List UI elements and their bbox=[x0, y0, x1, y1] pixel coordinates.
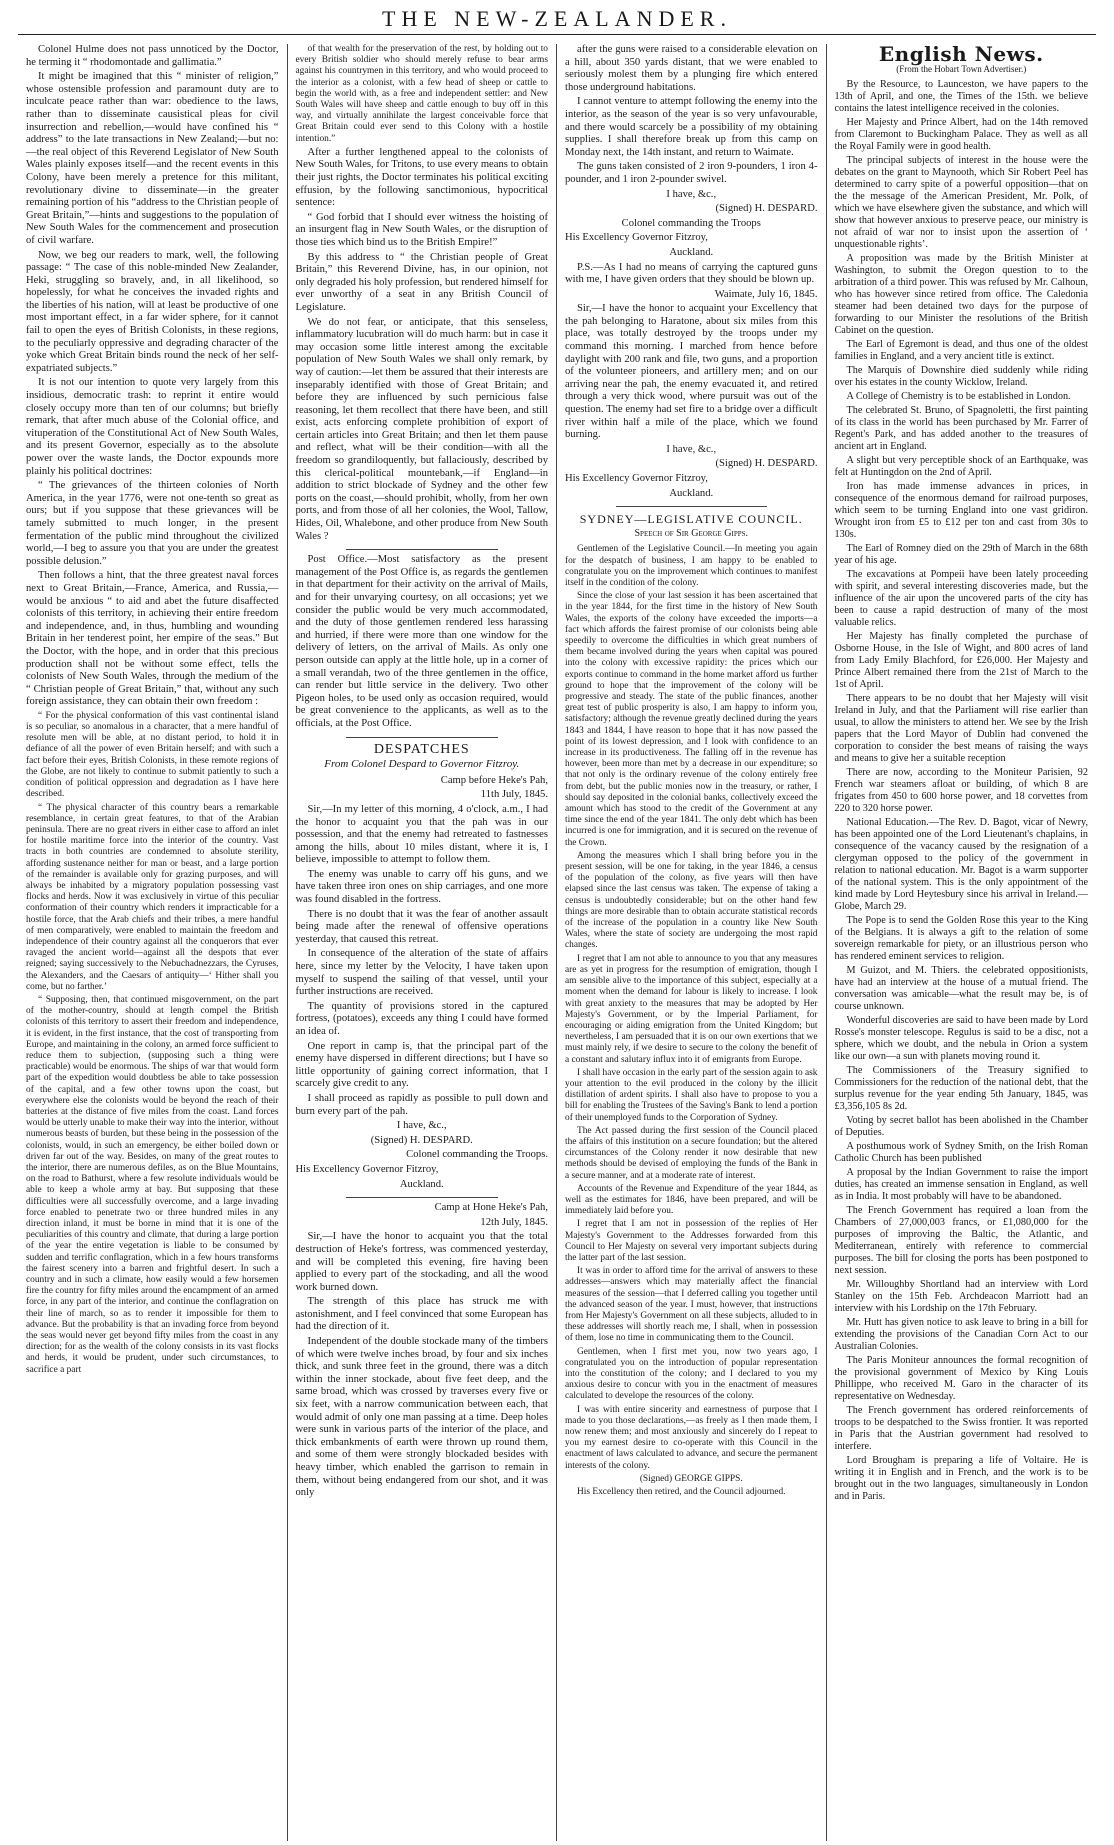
letter-signature: (Signed) H. DESPARD. bbox=[715, 458, 818, 470]
letter-addressee: His Excellency Governor Fitzroy, bbox=[565, 473, 708, 484]
letter-signature: (Signed) H. DESPARD. bbox=[370, 1134, 473, 1146]
paragraph: Lord Brougham is preparing a life of Voltaire. He is writing it in English and in French, and the work is to be brought out in the two languages, simultaneously in London and in Paris. bbox=[834, 1455, 1088, 1503]
column-3 bbox=[557, 44, 827, 1841]
paragraph: “ For the physical conformation of this vast continental island is so peculiar, so anomalous in a character, that a mere handful of resolute men will be able, at no distant period, to hold it in defiance of all the power of even Britain herself; and with such a fact before their eyes, British Colonists, in these remote regions of the Globe, are not likely to continue to submit patiently to such a condition of political oppression and degradation as I have here described. bbox=[26, 710, 279, 800]
letter-close: I have, &c., bbox=[666, 188, 717, 200]
paragraph: The Commissioners of the Treasury signified to Commissioners for the reduction of the national debt, that the surplus revenue for the year ending 5th January, 1845, was £3,356,105 8s 2d. bbox=[834, 1065, 1088, 1113]
quoted-extract-continued bbox=[296, 44, 549, 145]
paragraph: The Paris Moniteur announces the formal recognition of the provisional government of Mexico by King Louis Phillippe, who received M. Garo in the character of its representative on Wednesday. bbox=[834, 1355, 1088, 1403]
council-heading: SYDNEY—LEGISLATIVE COUNCIL. bbox=[579, 512, 803, 527]
paragraph: The Marquis of Downshire died suddenly while riding over his estates in the county Wicklow, Ireland. bbox=[834, 365, 1088, 389]
letter-location: Auckland. bbox=[669, 487, 714, 499]
speech-signature: (Signed) GEORGE GIPPS. bbox=[639, 1473, 743, 1484]
paragraph: Voting by secret ballot has been abolished in the Chamber of Deputies. bbox=[834, 1115, 1088, 1139]
paragraph: The excavations at Pompeii have been lately proceeding with spirit, and several interesting discoveries made, but the influence of the air upon the uncovered parts of the city has been to cause a rapid destruction of many of the most valuable relics. bbox=[834, 569, 1088, 629]
paragraph: after the guns were raised to a considerable elevation on a hill, about 350 yards distant, that we were enabled to seriously molest them by a plunging fire which entered those underground habitations. bbox=[565, 44, 818, 93]
postscript: P.S.—As I had no means of carrying the captured guns with me, I have given orders that they should be blown up. bbox=[565, 261, 818, 286]
paragraph: A College of Chemistry is to be established in London. bbox=[846, 391, 1071, 403]
letter-addressee: His Excellency Governor Fitzroy, bbox=[295, 1163, 439, 1175]
english-news-heading: English News. bbox=[878, 44, 1044, 66]
masthead-rule bbox=[18, 34, 1096, 35]
letter-title: Colonel commanding the Troops. bbox=[406, 1149, 548, 1161]
paragraph: A proposal by the Indian Government to raise the import duties, has created an immense sensation in England, as well as in India. It most probably will have to be abandoned. bbox=[834, 1167, 1088, 1203]
paragraph: In consequence of the alteration of the state of affairs here, since my letter by the Velocity, I have taken upon myself to suspend the sailing of that vessel, until your further instructions are received. bbox=[295, 948, 548, 998]
section-divider bbox=[346, 737, 498, 738]
page-columns bbox=[18, 44, 1096, 1841]
paragraph: One report in camp is, that the principal part of the enemy have dispersed in different directions; but I have so little opportunity of gaining correct information, that I scarcely give credit to any. bbox=[295, 1040, 548, 1090]
paragraph: Her Majesty and Prince Albert, had on the 14th removed from Claremont to Buckingham Palace. They as well as all the Royal Family were in good health. bbox=[834, 117, 1088, 153]
paragraph: The principal subjects of interest in the house were the debates on the grant to Maynooth, which Sir Robert Peel has determined to carry spite of a powerful opposition—that on the the message of the American President, Mr. Polk, of which we have elsewhere given the substance, and which will show that however anxious to preserve peace, our ministry is not afraid of war nor to insist upon the assertion of ‘ unquestionable rights’. bbox=[834, 155, 1088, 251]
council-subheading: Speech of Sir George Gipps. bbox=[634, 527, 749, 539]
paragraph: It is not our intention to quote very largely from this insidious, democratic trash: to reprint it entire would closely occupy more than ten of our columns; but briefly remark, that after much abuse of the Colonial office, and vituperation of the Constitutional Act of New South Wales, and its present Governor, especially as to the absolute power over the waste lands, the Doctor expounds more plainly his political doctrines: bbox=[26, 377, 279, 477]
paragraph: The enemy was unable to carry off his guns, and we have taken three iron ones on ship carriages, and one more was found disabled in the fortress. bbox=[295, 868, 548, 906]
paragraph: I cannot venture to attempt following the enemy into the interior, as the season of the year is so very unfavourable, and there would scarcely be a possibility of my obtaining supplies. I shall therefore break up from this camp on Monday next, the 14th instant, and return to Waimate. bbox=[565, 96, 818, 158]
section-divider bbox=[616, 506, 768, 507]
paragraph: Sir,—I have the honor to acquaint you that the total destruction of Heke's fortress, was commenced yesterday, and will be completed this evening, fire having been applied to every part of the stockading, and all the wood work burned down. bbox=[295, 1231, 548, 1293]
paragraph: “ Supposing, then, that continued misgovernment, on the part of the mother-country, should at length compel the British colonists of this territory to assert their freedom and independence, it is evident, in the first instance, that the cost of transporting from Europe, and maintaining in the colony, an armed force sufficient to reduce them to subjection, (supposing such a thing were practicable) would be enormous. The ships of war that would form part of the expedition would doubtless be able to take possession of the capital, and a few other towns upon the coast, but everywhere else the colonists would be beyond the reach of their batteries at the distance of five miles from the coast. Land forces would be utterly unable to make their way into the interior, without numerous beasts of burden, but these being in the possession of the colonists, would, in such an emergency, be either boiled down or driven far out of the way. Besides, on many of the great routes to the interior, there are numerous defiles, as on the Blue Mountains, on the road to Bathurst, where a few resolute individuals would be able to keep a whole army at bay. But supposing that these difficulties were all successfully overcome, and a large invading force enabled to penetrate two or three hundred miles in any direction inland, it must be borne in mind that it is one of the peculiarities of this country and climate, that during a large portion of the year the entire vegetation is liable to be consumed by sudden and terrific conflagration, which in a few hours transforms the fairest scenery into a barren and frightful desert. In such a country and in such a climate, how easily would a few horsemen fire the country for fifty miles around the encampment of an armed force, in any part of the interior, and continue the conflagration on their line of march, so as to render it impossible for them to advance. But the probability is that an invading force from beyond the seas would never get beyond fifty miles from the coast in any direction; for as the wealth of the colony consists in its vast flocks and herds, it would be prudent, under such circumstances, to sacrifice a part bbox=[26, 994, 279, 1375]
paragraph: There appears to be no doubt that her Majesty will visit Ireland in July, and that the Parliament will rise earlier than usual, to allow the ministers to attend her. We see by the Irish papers that the Lord Mayor of Dublin had convened the corporation to consider the best means of raising the ways and means to give her a suitable reception bbox=[834, 693, 1088, 765]
paragraph: The French government has ordered reinforcements of troops to be despatched to the Swiss frontier. It was reported in Paris that the Austrian government had resolved to interfere. bbox=[834, 1405, 1088, 1453]
paragraph: The Act passed during the first session of the Council placed the affairs of this institution on a secure foundation; but the altered circumstances of the Colony render it now desirable that new methods should be devised of employing the funds of the Bank in a secure manner, and at a moderate rate of interest. bbox=[565, 1125, 818, 1181]
paragraph: We do not fear, or anticipate, that this senseless, inflammatory lucubration will do much harm: but in case it may occasion some little interest among the excitable population of New South Wales we shall only remark, by way of caution:—let them be assured that their interests are inseparably identified with those of Great Britain; and before they are influenced by such pernicious false reasoning, let them recollect that there have been, and still exist, acts enforcing complete prohibition of export of certain articles into Great Britain; and then let them pause and reflect, what will be their condition—with all the freedom so grandiloquently, but fallaciously, described by this clerical-political mountebank,—if England—in addition to strict blockade of Sydney and the other few ports on the coast,—should prohibit, wholly, from her own ports, and from those of all her colonies, the Wool, Tallow, Hides, Oil, Whalebone, and other produce from New South Wales ? bbox=[295, 316, 548, 542]
dateline-date: 11th July, 1845. bbox=[480, 789, 548, 801]
paragraph: The quantity of provisions stored in the captured fortress, (potatoes), exceeds any thing I could have formed an idea of. bbox=[295, 1000, 548, 1038]
paragraph: National Education.—The Rev. D. Bagot, vicar of Newry, has been appointed one of the Lord Lieutenant's chaplains, in consequence of the vacancy caused by the resignation of a clergyman opposed to the policy of the government in relation to national education. Mr. Bagot is a warm supporter of the national system. This is the only appointment of the kind made by Lord Heytesbury since his arrival in Ireland.—Globe, March 29. bbox=[834, 817, 1088, 913]
paragraph: There is no doubt that it was the fear of another assault being made after the renewal of offensive operations yesterday, that caused this retreat. bbox=[295, 908, 548, 945]
paragraph: After a further lengthened appeal to the colonists of New South Wales, for Tritons, to use every means to obtain their just rights, the Doctor terminates his political exciting effusion, by the following sanctimonious, hypocritical sentence: bbox=[295, 146, 548, 209]
paragraph: M Guizot, and M. Thiers. the celebrated oppositionists, have had an interview at the house of a mutual friend. The conversation was amicable—what the result may be, is of course unknown. bbox=[834, 965, 1088, 1013]
paragraph: The guns taken consisted of 2 iron 9-pounders, 1 iron 4-pounder, and 1 iron 2-pounder swivel. bbox=[565, 161, 818, 185]
dateline-date: Waimate, July 16, 1845. bbox=[714, 288, 818, 300]
paragraph: A posthumous work of Sydney Smith, on the Irish Roman Catholic Church has been published bbox=[834, 1141, 1088, 1165]
despatches-heading: DESPATCHES bbox=[373, 741, 470, 757]
paragraph: of that wealth for the preservation of the rest, by holding out to every British soldier who should merely refuse to bear arms against his countrymen in this territory, and who would proceed to the interior as a colonist, with a few head of sheep or cattle to begin the world with, as a free and independent settler: and New South Wales will have sheep and cattle enough to buy off in this way, and virtually annihilate the largest conceivable force that Great Britain could ever send to this Colony with a hostile intention.” bbox=[295, 44, 548, 144]
paragraph: A slight but very perceptible shock of an Earthquake, was felt at Huntingdon on the 2nd of April. bbox=[834, 455, 1088, 479]
paragraph: Accounts of the Revenue and Expenditure of the year 1844, as well as the estimates for 1846, have been prepared, and will be immediately laid before you. bbox=[565, 1183, 818, 1217]
column-4 bbox=[827, 44, 1097, 1841]
paragraph: Since the close of your last session it has been ascertained that in the year 1844, for the first time in the history of New South Wales, the exports of the colony have exceeded the imports—a fact which affords the fairest promise of our colonists being able speedily to overcome the difficulties in which great numbers of them became involved during the years when capital was poured into the colony with excessive rapidity: the prices which our exports continue to command in the home market afford us further ground to hope that the improvement of the colony will be progressive and steady. The state of the public finances, another great test of public prosperity is also, I am happy to inform you, satisfactory; although the revenue greatly declined during the years 1843 and 1844, I have reason to hope that it has now passed the point of its lowest depression, and I look with confidence to an increase in its productiveness. The falling off in the revenue has however, been more than met by a decrease in our expenditure; so that not only is the ordinary revenue of the colony entirely free from debt, but the public monies now in the treasury, or rather, I should say deposited in the colonial banks, collectively exceed the amount which has stood to the credit of the Government at any time since the end of the year 1841. The only debt which has been incurred is one for immigration, and it is secured on the revenue of the Crown. bbox=[565, 591, 818, 848]
letter-close: I have, &c., bbox=[396, 1120, 447, 1132]
letter-location: Auckland. bbox=[399, 1178, 444, 1190]
paragraph: I regret that I am not able to announce to you that any measures are as yet in progress for the resumption of emigration, though I am sensible alive to the importance of this subject, especially at a moment when the demand for labour is likely to increase. I look with great anxiety to the measures that may be adopted by Her Majesty's Government, or by the Imperial Parliament, for encouraging or aiding emigration from the United Kingdom; but nevertheless, I am persuaded that it is on our own exertions that we must mainly rely, if we desire to secure to the colony the benefit of a constant and salutary influx into it of emigrants from Europe. bbox=[565, 953, 818, 1065]
despatches-subheading: From Colonel Despard to Governor Fitzroy. bbox=[324, 758, 520, 771]
paragraph: Wonderful discoveries are said to have been made by Lord Rosse's monster telescope. Regulus is said to be a disc, not a sphere, which we doubt, and the nebula in Orion a system like our own—a sun with planets moving round it. bbox=[834, 1015, 1088, 1063]
paragraph: Now, we beg our readers to mark, well, the following passage: “ The case of this noble-minded New Zealander, Heki, struggling so bravely, and, in all likelihood, so hopelessly, for what he conceives the invaded rights and the liberties of his nation, will at least be productive of one most important effect, in a far wider sphere, for it cannot fail to open the eyes of British Colonists, in these regions, to the peculiarly oppressive and degrading character of the yoke which Great Britain binds round the neck of her self-expatriated subjects.” bbox=[26, 249, 279, 374]
paragraph: The French Government has required a loan from the Chambers of 27,000,003 francs, or £1,080,000 for the purposes of improving the Baltic, the Atlantic, and Mediterranean, entirely with reference to commercial purposes. The bill for closing the ports has been postponed to next session. bbox=[834, 1205, 1088, 1277]
paragraph: Sir,—In my letter of this morning, 4 o'clock, a.m., I had the honor to acquaint you that the pah was in our possession, and that the enemy had retreated to fastnesses among the hills, about 10 miles distant, where it is, I believe, impossible to attempt to follow them. bbox=[295, 803, 548, 866]
paragraph: I shall proceed as rapidly as possible to pull down and burn every part of the pah. bbox=[295, 1092, 548, 1117]
letter-location: Auckland. bbox=[669, 246, 714, 258]
paragraph: Mr. Willoughby Shortland had an interview with Lord Stanley on the 15th Feb. Archdeacon Marriott had an interview with his Lordship on the 17th February. bbox=[834, 1279, 1088, 1315]
paragraph: Gentlemen, when I first met you, now two years ago, I congratulated you on the introduction of popular representation into the constitution of the colony; and I declared to you my anxious desire to concur with you in the enactment of measures calculated to develope the resources of the colony. bbox=[565, 1346, 818, 1402]
paragraph: Independent of the double stockade many of the timbers of which were twelve inches broad, by four and six inches thick, and sunk three feet in the ground, there was a ditch within the inner stockade, about five feet deep, and the same broad, which was crossed by traverses every five or six feet, with a narrow communication between each, that would admit of only one man passing at a time. Deep holes were sunk in various parts of the interior of the place, and thick embankments of earth were thrown up round them, and some of them were strongly blockaded besides with heavy timber, which enabled the garrison to remain in them, without being endangered from our shot, and it was only bbox=[295, 1336, 548, 1499]
paragraph: There are now, according to the Moniteur Parisien, 92 French war steamers afloat or building, of which 8 are frigates from 450 to 600 horse power, and 18 corvettes from 220 to 320 horse power. bbox=[834, 767, 1088, 815]
paragraph: “ God forbid that I should ever witness the hoisting of an insurgent flag in New South Wales, or the disruption of those ties which bind us to the British Empire!” bbox=[295, 211, 548, 248]
dateline-place: Camp at Hone Heke's Pah, bbox=[434, 1202, 548, 1214]
paragraph: By this address to “ the Christian people of Great Britain,” this Reverend Divine, has, in our opinion, not only degraded his holy profession, but rendered himself for ever unworthy of a seat in any British Council of Legislature. bbox=[295, 251, 548, 313]
paragraph: It might be imagined that this “ minister of religion,” whose ostensible profession and paramount duty are to inculcate peace rather than war: obedience to the laws, rather than to disseminate causistical pleas for civil insurrection and rebellion,—would have confined his “ address” to the late transactions in New Zealand;—but no:—the real object of this Reverend Legislator of New South Wales plainly exposes itself—and the recent events in this Colony, have been merely a pretence for this militant, revolutionary divine to disseminate—in the greater remaining portion of his “address to the Christian people of Great Britain,”—hints and suggestions to the population of New South Wales for the commencement and prosecution of civil warfare. bbox=[26, 71, 279, 246]
paragraph: Then follows a hint, that the three greatest naval forces next to Great Britain,—France, America, and Russia,—would be anxious “ to aid and abet the future disaffected colonists of this territory, in achieving their entire freedom and independence, and, in thus, humbling and wounding Britain in her tenderest point, her empire of the seas.” But the Doctor, with the hope, and in order that this precious production shall not be without some effect, tells the colonists of New South Wales, through the medium of the “ Christian people of Great Britain,” that, without any such foreign assistance, they can obtain their own freedom : bbox=[26, 570, 279, 708]
paragraph: Iron has made immense advances in prices, in consequence of the enormous demand for railroad purposes, which seem to be turning England into one vast gridiron. Wrought iron from £5 to £12 per ton and cast from 30s to 130s. bbox=[834, 481, 1088, 541]
council-speech bbox=[565, 544, 818, 1498]
paragraph: The celebrated St. Bruno, of Spagnoletti, the first painting of its class in the world has been purchased by Mr. Farrer of Regent's Park, and has added another to the treasures of ancient art in England. bbox=[834, 405, 1088, 453]
paragraph: “ The grievances of the thirteen colonies of North America, in the year 1776, were not one-tenth so great as ours; but if you suppose that these grievances will be tamely submitted to much longer, in the present fermentation of the public mind throughout the civilized world,—I beg to assure you that you are under the greatest possible delusion.” bbox=[26, 480, 279, 567]
column-2 bbox=[288, 44, 558, 1841]
section-divider bbox=[346, 549, 498, 550]
english-news-body bbox=[835, 79, 1089, 1503]
letter-addressee: His Excellency Governor Fitzroy, bbox=[565, 232, 708, 244]
paragraph: Her Majesty has finally completed the purchase of Osborne House, in the Isle of Wight, and 800 acres of land from Lady Emily Blachford, for £26,000. Her Majesty and Prince Albert remained there from the 21st of March to the 1st of April. bbox=[834, 631, 1088, 691]
paragraph: By the Resource, to Launceston, we have papers to the 13th of April, and one, the Times of the 15th. we believe contains the latest intelligence received in the colonies. bbox=[834, 79, 1088, 115]
column-1 bbox=[18, 44, 288, 1841]
section-divider bbox=[346, 1197, 498, 1198]
paragraph: The Earl of Romney died on the 29th of March in the 68th year of his age. bbox=[834, 543, 1088, 567]
source-note: (From the Hobart Town Advertiser.) bbox=[896, 63, 1027, 74]
paragraph: Colonel Hulme does not pass unnoticed by the Doctor, he terming it “ rhodomontade and gallimatia.” bbox=[26, 44, 279, 68]
dateline-place: Camp before Heke's Pah, bbox=[440, 774, 548, 786]
masthead: THE NEW-ZEALANDER. bbox=[382, 6, 732, 31]
paragraph: Mr. Hutt has given notice to ask leave to bring in a bill for extending the provisions of the Canadian Corn Act to our Australian Colonies. bbox=[834, 1317, 1088, 1353]
post-office-paragraph: Post Office.—Most satisfactory as the present management of the Post Office is, as regards the gentlemen in that department for their activity on the arrival of Mails, and for their unvarying courtesy, on all occasions; yet we consider the public would be very much accommodated, and the duty of those gentlemen rendered less harassing and hurried, if there were more than one window for the delivery of letters, on the arrival of Mails. As only one person outside can apply at the little hole, up in a corner of a small verandah, two of the three gentlemen in the office, can render but little service in the delivery. Two other Pigeon holes, to be used only as occasion required, would be great convenience to the applicants, as well as to the officials, at the Post Office. bbox=[295, 554, 548, 729]
paragraph: His Excellency then retired, and the Council adjourned. bbox=[577, 1487, 786, 1498]
paragraph: I regret that I am not in possession of the replies of Her Majesty's Government to the Addresses forwarded from this Council to Her Majesty on several very important subjects during the latter part of the last session. bbox=[565, 1219, 818, 1263]
paragraph: Sir,—I have the honor to acquaint your Excellency that the pah belonging to Haratone, about six miles from this place, was totally destroyed by the troops under my command this morning. I marched from hence before daylight with 200 rank and file, two guns, and a proportion of the volunteer pioneers, and artillery men; and on our arriving near the pah, the enemy evacuated it, and retired through a very thick wood, where pursuit was out of the question. The enemy had set fire to a bridge over a difficult river within half a mile of the place, which we found burning. bbox=[565, 303, 818, 441]
paragraph: It was in order to afford time for the arrival of answers to these addresses—answers which may materially affect the financial measures of the session—that I deferred calling you together until the advanced season of the year. I must, however, that instructions from Her Majesty's Government on all these subjects, alluded to in these addresses will shortly reach me, I shall, when in possession of them, lose no time in communicating them to the Council. bbox=[565, 1266, 818, 1344]
paragraph: Among the measures which I shall bring before you in the present session, will be one for taking, in the year 1846, a census of the population of the colony, as five years will then have elapsed since the last census was taken. The expense of taking a census is undoubtedly considerable; but on the other hand few things are more desirable than to obtain accurate statistical records of the increase of the population in a country like New South Wales, where the state of society are undergoing the most rapid changes. bbox=[565, 850, 818, 951]
paragraph: A proposition was made by the British Minister at Washington, to submit the Oregon question to to the arbitration of a third power. This was refused by Mr. Calhoun, who has however since retired from office. The Caledonia steamer had been detained two days for the purpose of forwarding to our Minister the resolutions of the British Cabinet on the question. bbox=[834, 253, 1088, 337]
paragraph: “ The physical character of this country bears a remarkable resemblance, in certain great features, to that of the Arabian peninsula. There are no great rivers in either case to afford an inlet for hostile maritime force into the interior of the country. Vast tracts in both countries are condemned to absolute sterility, affording sustenance neither for man or beast, and a large portion of the remainder is available only for grazing purposes, and will always be inhabited by a migratory population possessing vast flocks and herds. Now it was exclusively in virtue of this peculiar conformation of their country which renders it impracticable for a hostile force, that the Arab chiefs and their tribes, a mere handful of men comparatively, were enabled to maintain the freedom and independence of their country against all the conquerors that ever ravaged the ancient world—against all the despots that ever reigned; saying successively to the Nebuchadnezzars, the Cyruses, the Alexanders, and the Caesars of antiquity—‘ Hither shall you come, but no farther.’ bbox=[26, 802, 279, 992]
quoted-extract bbox=[26, 711, 279, 1376]
paragraph: The Pope is to send the Golden Rose this year to the King of the Belgians. It is always a gift to the relation of some sovereign remarkable for piety, or an illustrious person who has rendered eminent services to religion. bbox=[834, 915, 1088, 963]
paragraph: I shall have occasion in the early part of the session again to ask your attention to the evil produced in the colony by the illicit distillation of ardent spirits. I shall also have to propose to you a bill for enabling the Trustees of the Saving's Bank to lend a portion of their unemployed funds to the Corporation of Sydney. bbox=[565, 1067, 818, 1123]
dateline-date: 12th July, 1845. bbox=[480, 1216, 548, 1228]
letter-signature: (Signed) H. DESPARD. bbox=[715, 203, 818, 215]
paragraph: Gentlemen of the Legislative Council.—In meeting you again for the despatch of business, I am happy to be enabled to congratulate you on the improvement which continues to manifest itself in the condition of the colony. bbox=[565, 544, 818, 588]
paragraph: The Earl of Egremont is dead, and thus one of the oldest families in England, and a very ancient title is extinct. bbox=[834, 339, 1088, 363]
letter-close: I have, &c., bbox=[666, 443, 717, 455]
letter-title: Colonel commanding the Troops bbox=[621, 217, 761, 229]
paragraph: The strength of this place has struck me with astonishment, and I feel convinced that some European has had the direction of it. bbox=[295, 1296, 548, 1333]
paragraph: I was with entire sincerity and earnestness of purpose that I made to you those declarations,—as freely as I then made them, I now renew them; and most anxiously and sincerely do I repeat to you my earnest desire to co-operate with this Council in the enactment of laws calculated to advance, and secure the permanent interests of the colony. bbox=[565, 1404, 818, 1471]
